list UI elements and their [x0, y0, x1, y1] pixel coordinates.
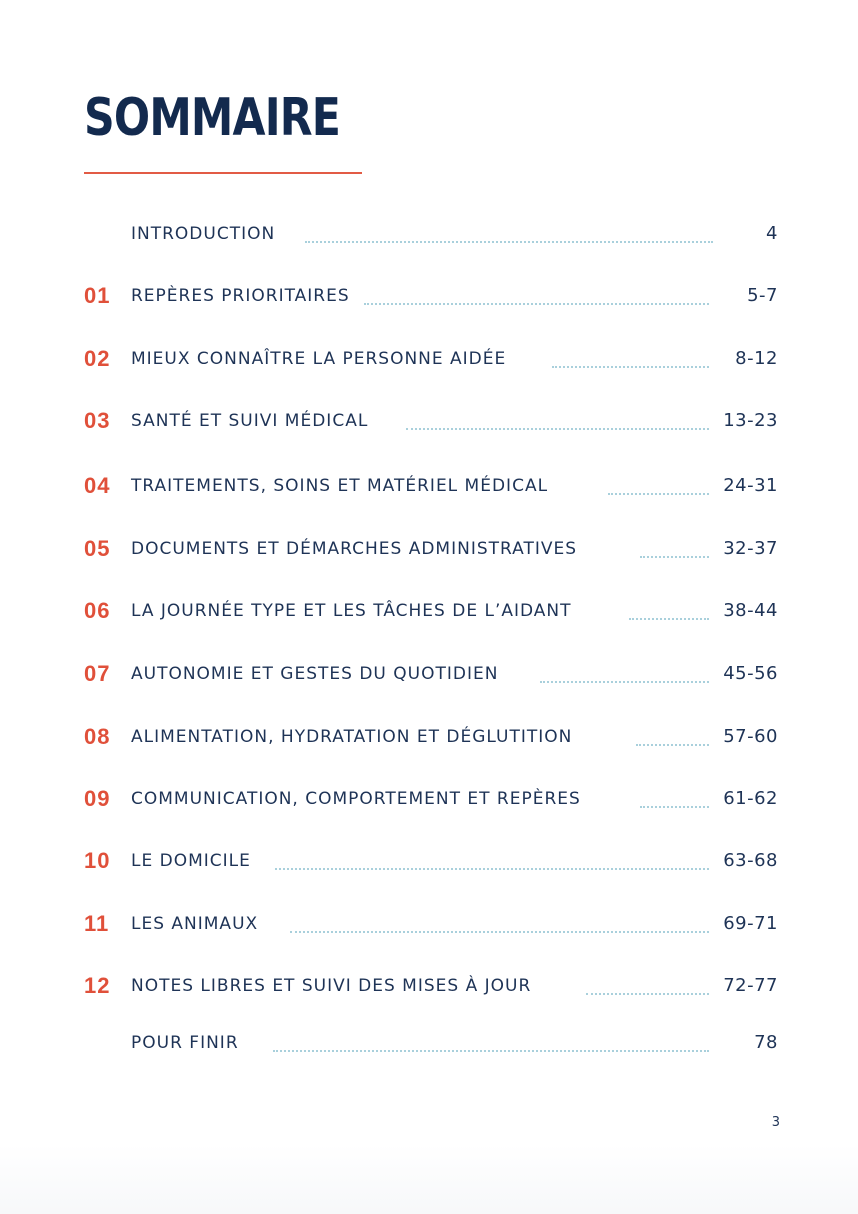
toc-entry-01[interactable] — [84, 281, 778, 311]
toc-chapter-number: 08 — [84, 724, 111, 749]
toc-page-range: 24-31 — [723, 475, 778, 496]
toc-dot-leader — [608, 493, 709, 495]
toc-chapter-title: REPÈRES PRIORITAIRES — [131, 286, 350, 306]
toc-page-range: 5-7 — [747, 285, 778, 306]
toc-chapter-number: 06 — [84, 598, 111, 623]
page-bottom-shade — [0, 1144, 858, 1214]
toc-page-range: 45-56 — [723, 663, 778, 684]
toc-entry-11[interactable] — [84, 909, 778, 939]
toc-chapter-number: 07 — [84, 661, 111, 686]
toc-entry-10[interactable] — [84, 846, 778, 876]
toc-chapter-number: 10 — [84, 848, 111, 873]
toc-entry-08[interactable] — [84, 722, 778, 752]
toc-dot-leader — [273, 1050, 709, 1052]
toc-page-range: 57-60 — [723, 726, 778, 747]
toc-page-range: 13-23 — [723, 410, 778, 431]
toc-chapter-title: LES ANIMAUX — [131, 914, 259, 934]
toc-dot-leader — [629, 618, 709, 620]
toc-entry-09[interactable] — [84, 784, 778, 814]
toc-dot-leader — [552, 366, 709, 368]
toc-dot-leader — [586, 993, 709, 995]
toc-chapter-title: LA JOURNÉE TYPE ET LES TÂCHES DE L’AIDANT — [131, 601, 572, 621]
toc-chapter-number: 02 — [84, 346, 111, 371]
toc-entry-06[interactable] — [84, 596, 778, 626]
toc-entry-05[interactable] — [84, 534, 778, 564]
toc-chapter-title: ALIMENTATION, HYDRATATION ET DÉGLUTITION — [131, 727, 573, 747]
toc-entry-02[interactable] — [84, 344, 778, 374]
toc-chapter-title: MIEUX CONNAÎTRE LA PERSONNE AIDÉE — [131, 349, 507, 369]
title-underline — [84, 172, 362, 174]
toc-dot-leader — [636, 744, 709, 746]
toc-chapter-number: 09 — [84, 786, 111, 811]
toc-chapter-title: NOTES LIBRES ET SUIVI DES MISES À JOUR — [131, 976, 532, 996]
toc-page-range: 8-12 — [735, 348, 778, 369]
toc-page-range: 38-44 — [723, 600, 778, 621]
toc-dot-leader — [640, 556, 709, 558]
toc-entry-introduction[interactable] — [84, 219, 778, 249]
toc-page-range: 78 — [754, 1032, 778, 1053]
toc-chapter-title: AUTONOMIE ET GESTES DU QUOTIDIEN — [131, 664, 499, 684]
toc-chapter-number: 03 — [84, 408, 111, 433]
toc-dot-leader — [364, 303, 709, 305]
toc-entry-04[interactable] — [84, 471, 778, 501]
toc-chapter-title: INTRODUCTION — [131, 224, 276, 244]
toc-entry-07[interactable] — [84, 659, 778, 689]
toc-chapter-title: COMMUNICATION, COMPORTEMENT ET REPÈRES — [131, 789, 581, 809]
toc-entry-03[interactable] — [84, 406, 778, 436]
toc-dot-leader — [290, 931, 709, 933]
toc-chapter-title: TRAITEMENTS, SOINS ET MATÉRIEL MÉDICAL — [131, 476, 549, 496]
toc-dot-leader — [406, 428, 709, 430]
toc-chapter-title: LE DOMICILE — [131, 851, 251, 871]
toc-chapter-number: 04 — [84, 473, 111, 498]
toc-chapter-title: POUR FINIR — [131, 1033, 239, 1053]
toc-page-range: 72-77 — [723, 975, 778, 996]
toc-chapter-number: 11 — [84, 911, 110, 936]
toc-chapter-title: DOCUMENTS ET DÉMARCHES ADMINISTRATIVES — [131, 539, 577, 559]
toc-dot-leader — [640, 806, 709, 808]
toc-page-range: 4 — [766, 223, 778, 244]
toc-entry-12[interactable] — [84, 971, 778, 1001]
toc-chapter-number: 05 — [84, 536, 111, 561]
toc-chapter-number: 12 — [84, 973, 111, 998]
page-title: SOMMAIRE — [84, 88, 341, 148]
toc-dot-leader — [540, 681, 709, 683]
toc-page-range: 69-71 — [723, 913, 778, 934]
toc-chapter-title: SANTÉ ET SUIVI MÉDICAL — [131, 411, 369, 431]
toc-chapter-number: 01 — [84, 283, 111, 308]
toc-page-range: 63-68 — [723, 850, 778, 871]
toc-page-range: 61-62 — [723, 788, 778, 809]
page-number: 3 — [771, 1115, 780, 1130]
toc-dot-leader — [305, 241, 713, 243]
toc-page-range: 32-37 — [723, 538, 778, 559]
toc-dot-leader — [275, 868, 709, 870]
toc-entry-conclusion[interactable] — [84, 1028, 778, 1058]
